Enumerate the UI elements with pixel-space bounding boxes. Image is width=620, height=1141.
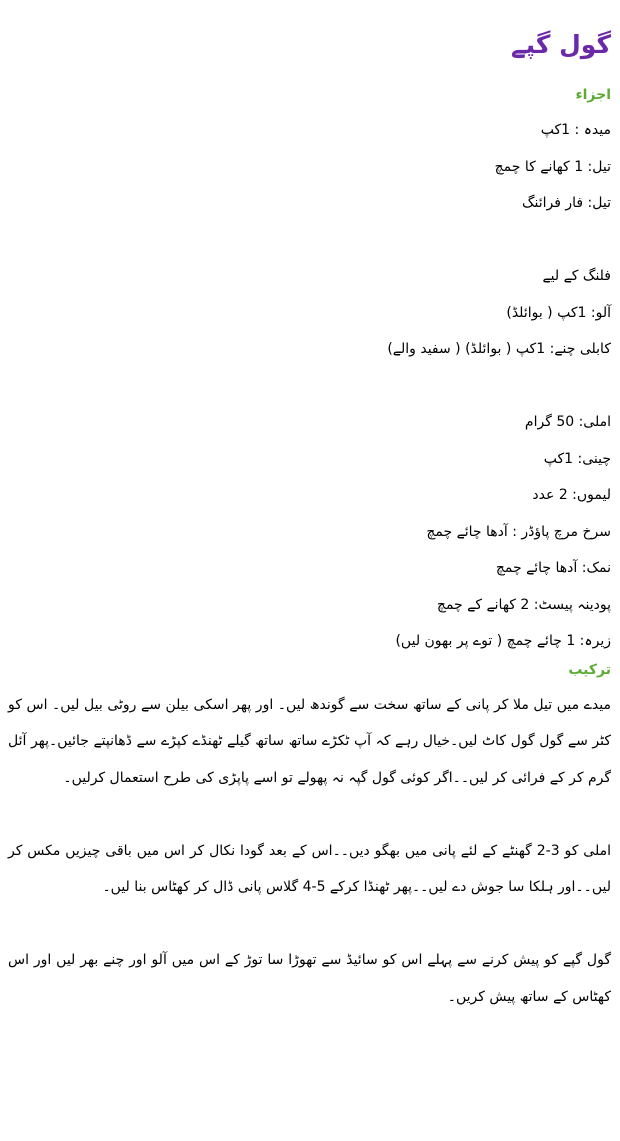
ingredient-item: پودینہ پیسٹ: 2 کھانے کے چمچ xyxy=(436,596,611,613)
method-heading: ترکیب xyxy=(568,661,611,678)
ingredient-item: چینی: 1کپ xyxy=(543,450,611,467)
ingredient-item: سرخ مرچ پاؤڈر : آدھا چائے چمچ xyxy=(426,523,611,540)
ingredient-item: تیل: فار فرائنگ xyxy=(521,195,611,211)
method-paragraph: گول گپے کو پیش کرنے سے پہلے اس کو سائیڈ سے تھوڑا سا توڑ کے اس میں آلو اور چنے بھر لیں اور اس کھٹاس کے ساتھ پیش کریں۔ xyxy=(8,952,611,1005)
ingredients-heading: اجزاء xyxy=(575,87,611,103)
ingredient-item: املی: 50 گرام xyxy=(524,414,611,430)
ingredient-item: نمک: آدھا چائے چمچ xyxy=(495,560,611,576)
ingredient-item: آلو: 1کپ ( بوائلڈ) xyxy=(506,304,611,321)
filling-subheading: فلنگ کے لیے xyxy=(542,268,611,284)
ingredients-list xyxy=(8,112,611,660)
page-title: گول گپے xyxy=(511,30,611,59)
method-paragraph: املی کو 3-2 گھنٹے کے لئے پانی میں بھگو دیں۔۔اس کے بعد گودا نکال کر اس میں باقی چیزیں مکس کر لیں۔۔اور ہلکا سا جوش دے لیں۔۔پھر ٹھنڈا کرکے 5-4 گلاس پانی ڈال کر کھٹاس بنا لیں۔ xyxy=(8,842,611,895)
method-body xyxy=(8,687,611,1016)
ingredient-item: لیموں: 2 عدد xyxy=(532,487,611,503)
ingredient-item: میدہ : 1کپ xyxy=(540,122,611,138)
spacer xyxy=(8,368,611,405)
spacer xyxy=(8,222,611,259)
spacer xyxy=(8,906,611,943)
ingredient-item: کابلی چنے: 1کپ ( بوائلڈ) ( سفید والے) xyxy=(387,341,611,357)
ingredient-item: تیل: 1 کھانے کا چمچ xyxy=(494,158,611,175)
method-paragraph: میدے میں تیل ملا کر پانی کے ساتھ سخت سے گوندھ لیں۔ اور پھر اسکی بیلن سے روٹی بیل لیں۔ اس کو کٹر سے گول گول کاٹ لیں۔خیال رہے کہ آپ ٹکڑے ساتھ ساتھ گیلے ٹھنڈے کپڑے سے ڈھانپتے جائیں۔پھر آئل گرم کر کے فرائی کر لیں۔۔اگر کوئی گول گپہ نہ پھولے تو اسے پاپڑی کی طرح استعمال کرلیں۔ xyxy=(8,696,611,786)
ingredient-item: زیرہ: 1 چائے چمچ ( توے پر بھون لیں) xyxy=(395,633,611,649)
spacer xyxy=(8,796,611,833)
